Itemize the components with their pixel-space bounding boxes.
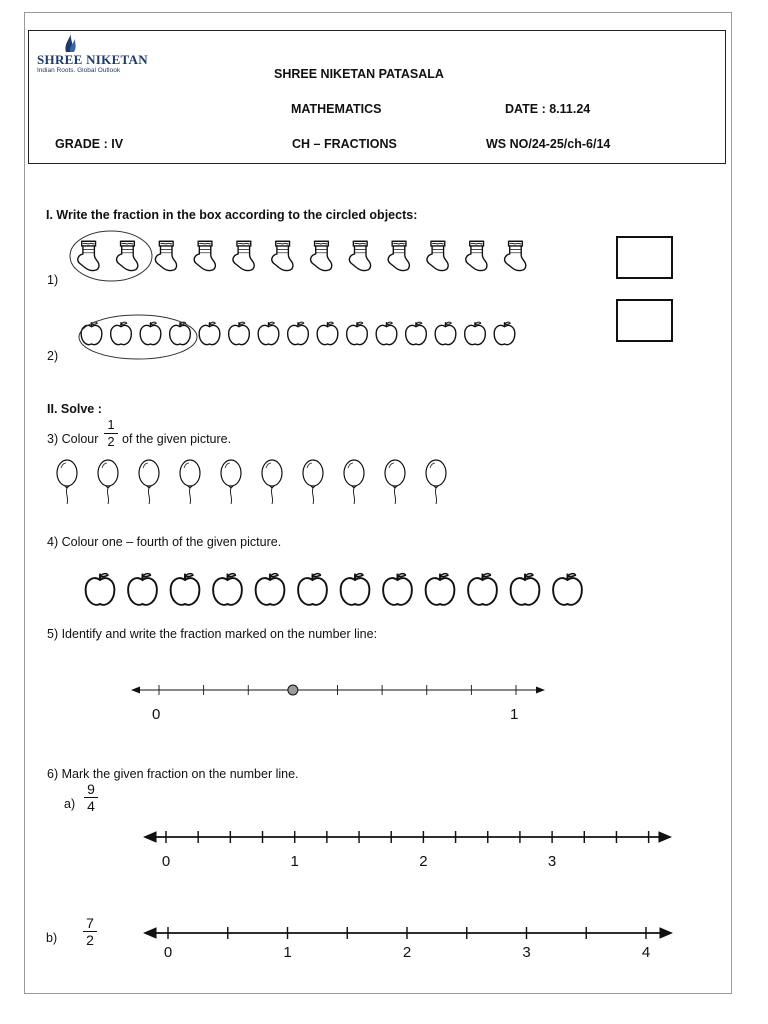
apple-icon-5 [199, 322, 220, 344]
q6b-label: b) [46, 931, 58, 945]
sock-icon-8 [349, 241, 370, 270]
q6a-number-line [143, 831, 672, 870]
worksheet-number: WS NO/24-25/ch-6/14 [486, 137, 611, 151]
q6b-line-label-1: 1 [283, 944, 292, 961]
sock-icon-7 [311, 241, 332, 270]
apple-icon-10 [468, 574, 497, 605]
apple-icon-15 [494, 322, 515, 344]
q5-text: 5) Identify and write the fraction marked on the number line: [47, 627, 378, 641]
apple-icon-14 [465, 322, 486, 344]
q3-fraction [104, 418, 118, 449]
q6a-fraction [84, 782, 98, 813]
q5-line-left-arrow [131, 686, 140, 693]
apple-icon-12 [406, 322, 427, 344]
q6a-line-left-arrow [143, 831, 157, 843]
q3-prefix: 3) Colour [47, 432, 99, 446]
q6b-line-label-0: 0 [163, 944, 173, 961]
sock-icon-6 [272, 241, 293, 270]
apple-icon-2 [128, 574, 157, 605]
q5-end-label: 1 [510, 706, 519, 723]
sock-icon-1 [78, 241, 99, 270]
balloon-icon-2 [98, 460, 118, 504]
q5-marked-point [288, 685, 298, 695]
apple-icon-4 [170, 322, 191, 344]
q2-apples-row [81, 322, 515, 344]
apple-icon-11 [376, 322, 397, 344]
q5-line-right-arrow [536, 686, 545, 693]
school-name: SHREE NIKETAN PATASALA [274, 67, 444, 81]
q6b-fraction [83, 916, 97, 947]
q3-suffix: of the given picture. [122, 432, 232, 446]
chapter: CH – FRACTIONS [292, 137, 397, 151]
sock-icon-10 [427, 241, 448, 270]
apple-icon-6 [298, 574, 327, 605]
subject: MATHEMATICS [291, 102, 382, 116]
apple-icon-7 [341, 574, 370, 605]
apple-icon-9 [317, 322, 338, 344]
sock-icon-4 [194, 241, 215, 270]
sock-icon-5 [233, 241, 254, 270]
balloon-icon-4 [180, 460, 200, 504]
q6b-denominator: 2 [86, 932, 94, 948]
apple-icon-2 [111, 322, 132, 344]
sock-icon-12 [505, 241, 526, 270]
q1-socks-row [78, 241, 526, 270]
q6a-denominator: 4 [87, 798, 95, 814]
q3-numerator: 1 [107, 417, 115, 432]
q6b-line-label-4: 4 [641, 944, 651, 961]
sock-icon-2 [117, 241, 138, 270]
q5-start-label: 0 [152, 706, 161, 723]
balloon-icon-8 [344, 460, 364, 504]
apple-icon-5 [256, 574, 285, 605]
sock-icon-9 [388, 241, 409, 270]
apple-icon-13 [435, 322, 456, 344]
q6a-line-label-1: 1 [290, 853, 299, 870]
apple-icon-9 [426, 574, 455, 605]
q1-label: 1) [47, 273, 59, 287]
balloon-icon-6 [262, 460, 282, 504]
section-2-title: II. Solve : [47, 402, 102, 416]
section-1-title: I. Write the fraction in the box according to the circled objects: [46, 208, 418, 222]
q4-apples-row [86, 574, 582, 605]
apple-icon-6 [229, 322, 250, 344]
q6a-line-right-arrow [658, 831, 672, 843]
logo-tagline: Indian Roots. Global Outlook [37, 67, 121, 74]
q6b-line-label-2: 2 [402, 944, 412, 961]
balloon-icon-7 [303, 460, 323, 504]
q6b-line-label-3: 3 [522, 944, 531, 961]
q6-text: 6) Mark the given fraction on the number line. [47, 767, 299, 781]
balloon-icon-10 [426, 460, 446, 504]
q3-denominator: 2 [107, 434, 115, 449]
apple-icon-11 [511, 574, 540, 605]
apple-icon-3 [140, 322, 161, 344]
apple-icon-7 [258, 322, 279, 344]
apple-icon-12 [553, 574, 582, 605]
apple-icon-1 [86, 574, 115, 605]
apple-icon-3 [171, 574, 200, 605]
apple-icon-8 [383, 574, 412, 605]
sock-icon-3 [155, 241, 176, 270]
q6b-line-left-arrow [143, 927, 157, 939]
q4-text: 4) Colour one – fourth of the given picture. [47, 535, 282, 549]
q6a-numerator: 9 [87, 781, 95, 797]
apple-icon-4 [213, 574, 242, 605]
q6b-numerator: 7 [86, 915, 94, 931]
q6a-label: a) [64, 797, 76, 811]
q6a-line-label-2: 2 [419, 853, 428, 870]
apple-icon-8 [288, 322, 309, 344]
apple-icon-1 [81, 322, 102, 344]
q6a-line-label-3: 3 [547, 853, 557, 870]
balloon-icon-5 [221, 460, 241, 504]
balloon-icon-3 [139, 460, 159, 504]
q3-balloons-row [57, 460, 446, 504]
date: DATE : 8.11.24 [505, 102, 591, 116]
apple-icon-10 [347, 322, 368, 344]
q5-number-line [131, 685, 545, 695]
sock-icon-11 [466, 241, 487, 270]
q2-label: 2) [47, 349, 59, 363]
q6b-number-line [143, 927, 673, 961]
q6a-line-label-0: 0 [161, 853, 171, 870]
logo-name: SHREE NIKETAN [37, 52, 148, 67]
q6b-line-right-arrow [659, 927, 673, 939]
grade: GRADE : IV [55, 137, 124, 151]
balloon-icon-1 [57, 460, 77, 504]
balloon-icon-9 [385, 460, 405, 504]
